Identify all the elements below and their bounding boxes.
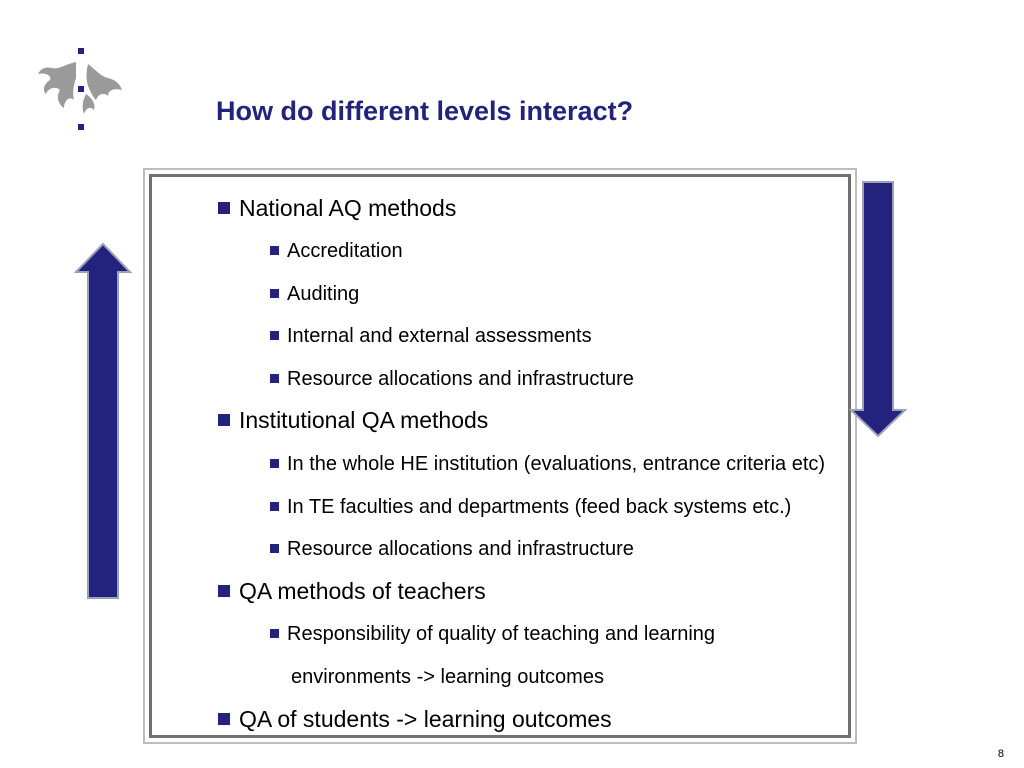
bullet-resource-allocations-2: Resource allocations and infrastructure xyxy=(270,538,634,561)
bullet-national-aq: National AQ methods xyxy=(218,195,456,222)
bullet-auditing: Auditing xyxy=(270,283,359,306)
bullet-square-icon xyxy=(270,459,279,468)
bullet-te-faculties: In TE faculties and departments (feed back systems etc.) xyxy=(270,496,791,519)
bullet-square-icon xyxy=(218,414,230,426)
bullet-institutional-qa: Institutional QA methods xyxy=(218,407,488,434)
bullet-accreditation: Accreditation xyxy=(270,240,403,263)
slide-title: How do different levels interact? xyxy=(216,96,634,126)
bullet-square-icon xyxy=(270,629,279,638)
bullet-resource-allocations-1: Resource allocations and infrastructure xyxy=(270,368,634,391)
bullet-square-icon xyxy=(270,289,279,298)
bullet-qa-teachers: QA methods of teachers xyxy=(218,578,486,605)
bullet-responsibility: Responsibility of quality of teaching and learning xyxy=(270,623,715,646)
bullet-whole-he: In the whole HE institution (evaluations, entrance criteria etc) xyxy=(270,453,825,476)
bullet-square-icon xyxy=(270,544,279,553)
bullet-qa-students: QA of students -> learning outcomes xyxy=(218,706,612,733)
page-number: 8 xyxy=(997,748,1004,760)
bullet-square-icon xyxy=(218,202,230,214)
bullet-square-icon xyxy=(270,246,279,255)
bullet-square-icon xyxy=(270,331,279,340)
bullet-square-icon xyxy=(218,585,230,597)
bullet-internal-external: Internal and external assessments xyxy=(270,325,592,348)
bullet-square-icon xyxy=(218,713,230,725)
bullet-square-icon xyxy=(270,502,279,511)
bullet-responsibility-continuation: environments -> learning outcomes xyxy=(291,666,604,688)
bullet-square-icon xyxy=(270,374,279,383)
